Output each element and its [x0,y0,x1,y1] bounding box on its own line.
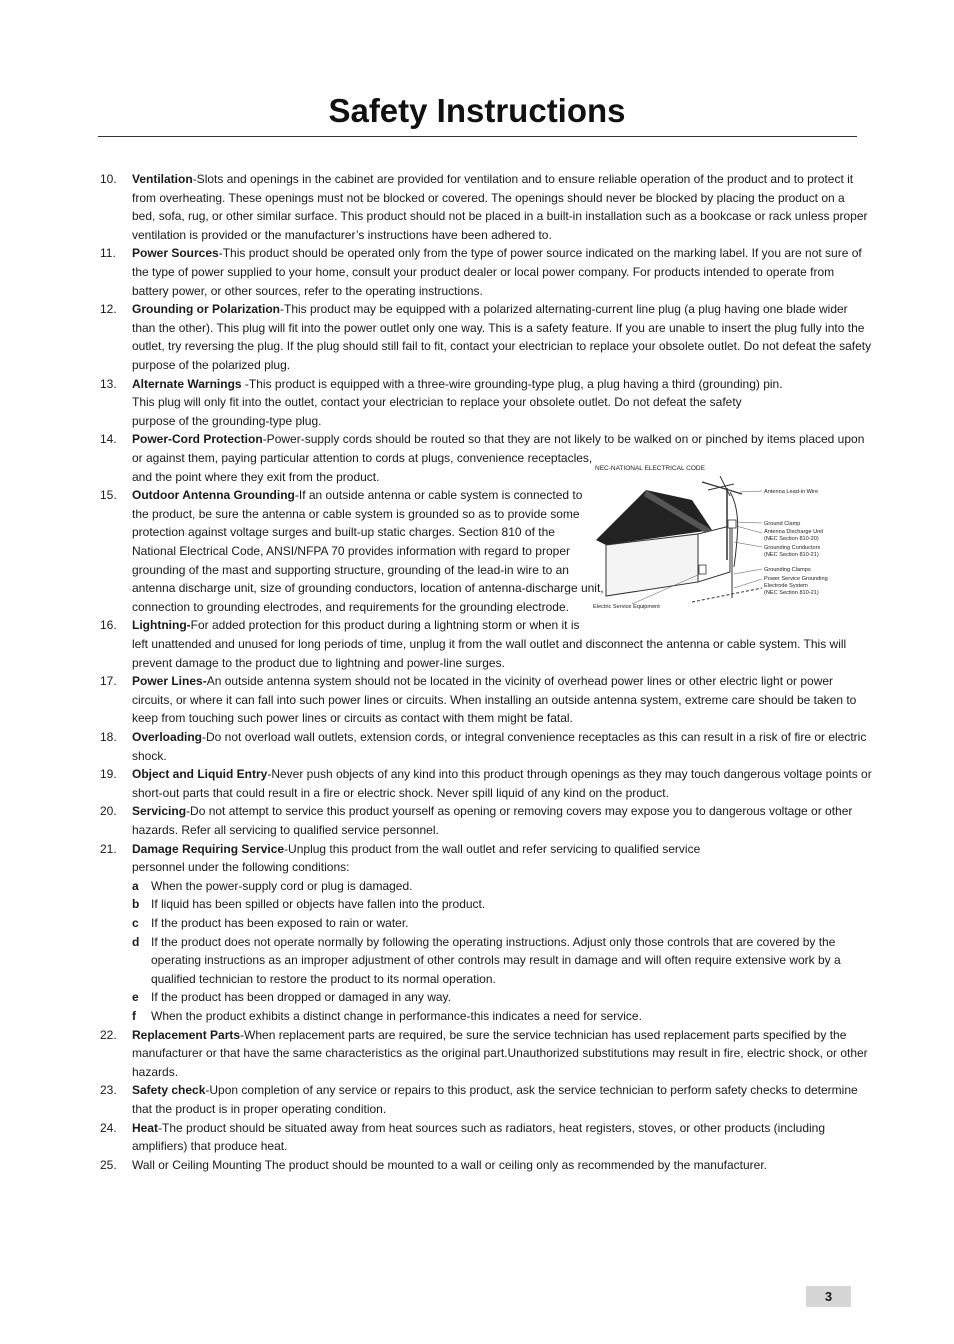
item-text: -Do not attempt to service this product yourself as opening or removing covers may expose you to dangerous voltage or other [186,804,853,819]
item-text-line [132,858,349,877]
discharge-unit [728,520,736,528]
item-text-line [132,635,846,654]
item-heading: Power-Cord Protection [132,432,263,447]
condition-text: If the product has been dropped or damaged in any way. [151,990,451,1005]
item-text: or against them, paying particular attention to cords at plugs, convenience receptacles, [132,450,593,465]
item-text-line [132,449,592,468]
item-text-line [132,1119,825,1138]
item-heading: Alternate Warnings [132,376,242,391]
title-divider [98,136,857,137]
item-number: 14. [100,432,117,447]
item-text-line [132,393,742,412]
item-heading: Object and Liquid Entry [132,767,268,782]
item-number: 13. [100,376,117,391]
item-heading: Heat [132,1120,159,1135]
item-heading: Lightning- [132,618,191,633]
label-lead-in: Antenna Lead-in Wire [764,489,819,495]
item-text: National Electrical Code, ANSI/NFPA 70 provides information with regard to proper [132,543,570,558]
item-text: personnel under the following conditions: [132,860,350,875]
condition-letter: f [132,1009,136,1023]
item-text: Wall or Ceiling Mounting The product should be mounted to a wall or ceiling only as recommended by the manufacturer. [132,1157,768,1172]
item-text: -The product should be situated away from heat sources such as radiators, heat registers, stoves, or other products (including [158,1120,826,1135]
label-ground-clamp: Ground Clamp [764,521,801,527]
item-text: -Power-supply cords should be routed so that they are not likely to be walked on or pinched by items placed upon [262,432,865,447]
antenna-grounding-diagram [592,462,854,612]
item-text: -This product should be operated only from the type of power source indicated on the marking label. If you are not sure of [218,246,862,261]
item-text-line [132,189,845,208]
item-text: short-out parts that could result in a fire or electric shock. Never spill liquid of any kind on the product. [132,785,669,800]
item-number: 25. [100,1157,117,1172]
condition-letter: e [132,990,139,1005]
item-text-line [132,691,856,710]
label-discharge-ref: (NEC Section 810-20) [764,536,819,542]
label-equipment: Electric Service Equipment [593,604,660,610]
item-text: protection against voltage surges and built-up static charges. Section 810 of the [132,525,555,540]
leader-line [734,579,762,588]
condition-letter: a [132,878,139,893]
item-text-line [132,1063,178,1082]
item-number: 20. [100,804,117,819]
item-text: For added protection for this product during a lightning storm or when it is [190,618,580,633]
item-text: manufacturer or that have the same characteristics as the original part.Unauthorized substitutions may result in fire, electric shock, or other [132,1046,868,1061]
leader-line [734,542,762,547]
item-text: left unattended and unused for long periods of time, unplug it from the wall outlet and disconnect the antenna or cable system. This will [132,636,847,651]
item-number: 16. [100,618,117,633]
label-electrode-ref: (NEC Section 810-21) [764,590,819,596]
item-number: 11. [100,246,116,261]
item-heading: Safety check [132,1083,206,1098]
item-text-line [132,616,580,635]
item-text: An outside antenna system should not be located in the vicinity of overhead power lines or other electric light or power [206,674,834,689]
item-text-line [132,765,872,784]
item-number: 23. [100,1083,117,1098]
label-conductors: Grounding Conductors [764,545,821,551]
item-text: and the point where they exit from the product. [132,469,380,484]
item-text-line [132,840,700,859]
item-text: -This product is equipped with a three-wire grounding-type plug, a plug having a third (grounding) pin. [241,376,783,391]
item-text-line [132,654,505,673]
item-text-line [132,1081,858,1100]
condition-text: If the product has been exposed to rain or water. [151,916,409,930]
item-text: purpose of the polarized plug. [132,357,291,372]
item-text-line [132,170,853,189]
item-text-line [132,207,868,226]
item-text-line [132,337,871,356]
label-electrode-1: Power Service Grounding [764,576,828,582]
diagram-heading: NEC-NATIONAL ELECTRICAL CODE [595,465,705,472]
item-heading: Outdoor Antenna Grounding [132,488,295,503]
item-number: 24. [100,1120,117,1135]
item-text: -Unplug this product from the wall outlet and refer servicing to qualified service [284,841,701,856]
antenna-element [702,482,742,494]
item-text: than the other). This plug will fit into the power outlet only one way. This is a safety feature. If you are unable to insert the plug fully into the [132,320,865,335]
label-clamps: Grounding Clamps [764,567,811,573]
item-heading: Ventilation [132,172,193,186]
item-heading: Power Lines- [132,674,207,689]
item-text: -Do not overload wall outlets, extension cords, or integral convenience receptacles as this can result in a risk of fire or electric [202,730,867,744]
item-text: -If an outside antenna or cable system is connected to [294,488,583,503]
item-text-line [132,468,379,487]
item-text-line [132,430,864,449]
page-title: Safety Instructions [328,92,626,129]
item-text: bed, sofa, rug, or other similar surface. This product should not be placed in a built-in installation such as a bookcase or rack unless proper [132,209,868,224]
item-text: from overheating. These openings must not be blocked or covered. The openings should never be blocked by placing the product on a [132,190,845,205]
item-text-line [132,244,862,263]
item-text: circuits, or where it can fall into such power lines or circuits. When installing an outside antenna system, extreme care should be taken to [132,692,857,707]
item-text: -Slots and openings in the cabinet are provided for ventilation and to ensure reliable operation of the product and to protect it [192,172,854,186]
leader-line [734,569,762,574]
item-text: hazards. Refer all servicing to qualified service personnel. [132,822,439,837]
item-text-line [132,1156,767,1175]
item-text: battery power, or other sources, refer to the operating instructions. [132,283,483,298]
condition-text: qualified technician to restore the product to its normal operation. [151,971,496,986]
item-heading: Damage Requiring Service [132,841,285,856]
item-number: 15. [100,488,117,503]
leader-line [736,522,762,523]
item-text-line [132,1044,868,1063]
item-text-line [132,561,569,580]
item-text-line [132,356,290,375]
ground-line [692,588,762,602]
condition-text: If liquid has been spilled or objects have fallen into the product. [151,897,486,912]
item-text: -When replacement parts are required, be sure the service technician has used replacement parts specified by the [240,1027,847,1042]
item-text: This plug will only fit into the outlet, contact your electrician to replace your obsolete outlet. Do not defeat the safety [132,395,742,410]
item-text-line [132,300,848,319]
item-text-line [132,821,439,840]
item-text: prevent damage to the product due to lightning and power-line surges. [132,655,505,670]
leader-line [736,526,762,533]
item-text: amplifiers) that produce heat. [132,1139,288,1154]
item-number: 17. [100,674,117,689]
item-number: 22. [100,1027,117,1042]
item-text: the type of power supplied to your home, consult your product dealer or local power company. For products intended to operate from [132,264,835,279]
condition-text: When the power-supply cord or plug is damaged. [151,878,413,893]
item-text: the product, be sure the antenna or cable system is grounded so as to provide some [132,506,580,521]
item-text-line [132,709,573,728]
item-text: connection to grounding electrodes, and requirements for the grounding electrode. [132,599,569,614]
item-number: 10. [100,172,117,186]
antenna-element [720,476,730,496]
item-text: antenna discharge unit, size of grounding conductors, location of antenna-discharge unit, [132,581,604,596]
condition-text: If the product does not operate normally by following the operating instructions. Adjust only those controls that are covered by the [151,934,836,949]
item-text-line [132,1137,287,1156]
item-text: outlet, try reversing the plug. If the plug should still fail to fit, contact your electrician to replace your obsolete outlet. Do not defeat the safety [132,339,872,354]
item-text-line [132,282,483,301]
item-text-line [132,226,552,245]
item-number: 19. [100,767,117,782]
item-text: -This product may be equipped with a polarized alternating-current line plug (a plug having one blade wider [280,302,848,317]
house-front-wall [606,534,698,596]
condition-letter: d [132,934,140,949]
label-conductors-ref: (NEC Section 810-21) [764,552,819,558]
lead-in-wire [730,492,738,567]
item-text-line [132,1100,386,1119]
item-text: hazards. [132,1064,179,1079]
item-text: ventilation is provided or the manufacturer’s instructions have been adhered to. [132,227,552,242]
item-text-line [132,542,570,561]
item-text: grounding of the mast and supporting structure, grounding of the lead-in wire to an [132,562,569,577]
item-heading: Overloading [132,730,203,744]
item-text: that the product is in proper operating condition. [132,1101,387,1116]
condition-text: When the product exhibits a distinct change in performance-this indicates a need for service. [151,1009,642,1023]
condition-text: operating instructions as an improper adjustment of other controls may result in damage and will often require extensive work by a [151,953,841,968]
condition-letter: b [132,897,140,912]
item-text-line [132,375,783,394]
leader-line [740,491,762,492]
item-text-line [132,598,569,617]
item-heading: Grounding or Polarization [132,302,280,317]
item-heading: Power Sources [132,246,219,261]
item-text-line [132,1026,846,1045]
item-text: keep from touching such power lines or circuits as contact with them might be fatal. [132,711,573,726]
label-discharge-unit: Antenna Discharge Unit [764,529,824,535]
item-number: 12. [100,302,117,317]
item-text-line [132,802,852,821]
item-text-line [132,784,669,803]
item-text: -Upon completion of any service or repairs to this product, ask the service technician to perform safety checks to determine [205,1083,858,1098]
item-text: -Never push objects of any kind into this product through openings as they may touch dangerous voltage points or [267,767,872,782]
item-text-line [132,486,582,505]
item-number: 21. [100,841,117,856]
item-text-line [132,672,833,691]
service-box [699,565,706,574]
condition-letter: c [132,916,139,930]
item-text: shock. [132,748,167,763]
item-text-line [132,263,834,282]
item-heading: Replacement Parts [132,1027,241,1042]
page-number: 3 [806,1286,851,1307]
item-text-line [132,523,555,542]
label-electrode-2: Electrode System [764,583,808,589]
item-text-line [132,319,864,338]
item-number: 18. [100,730,117,744]
item-text-line [132,505,580,524]
item-heading: Servicing [132,804,187,819]
item-text-line [132,579,604,598]
item-text-line [132,747,167,766]
item-text-line [132,728,866,747]
item-text-line [132,412,321,431]
item-text: purpose of the grounding-type plug. [132,413,322,428]
